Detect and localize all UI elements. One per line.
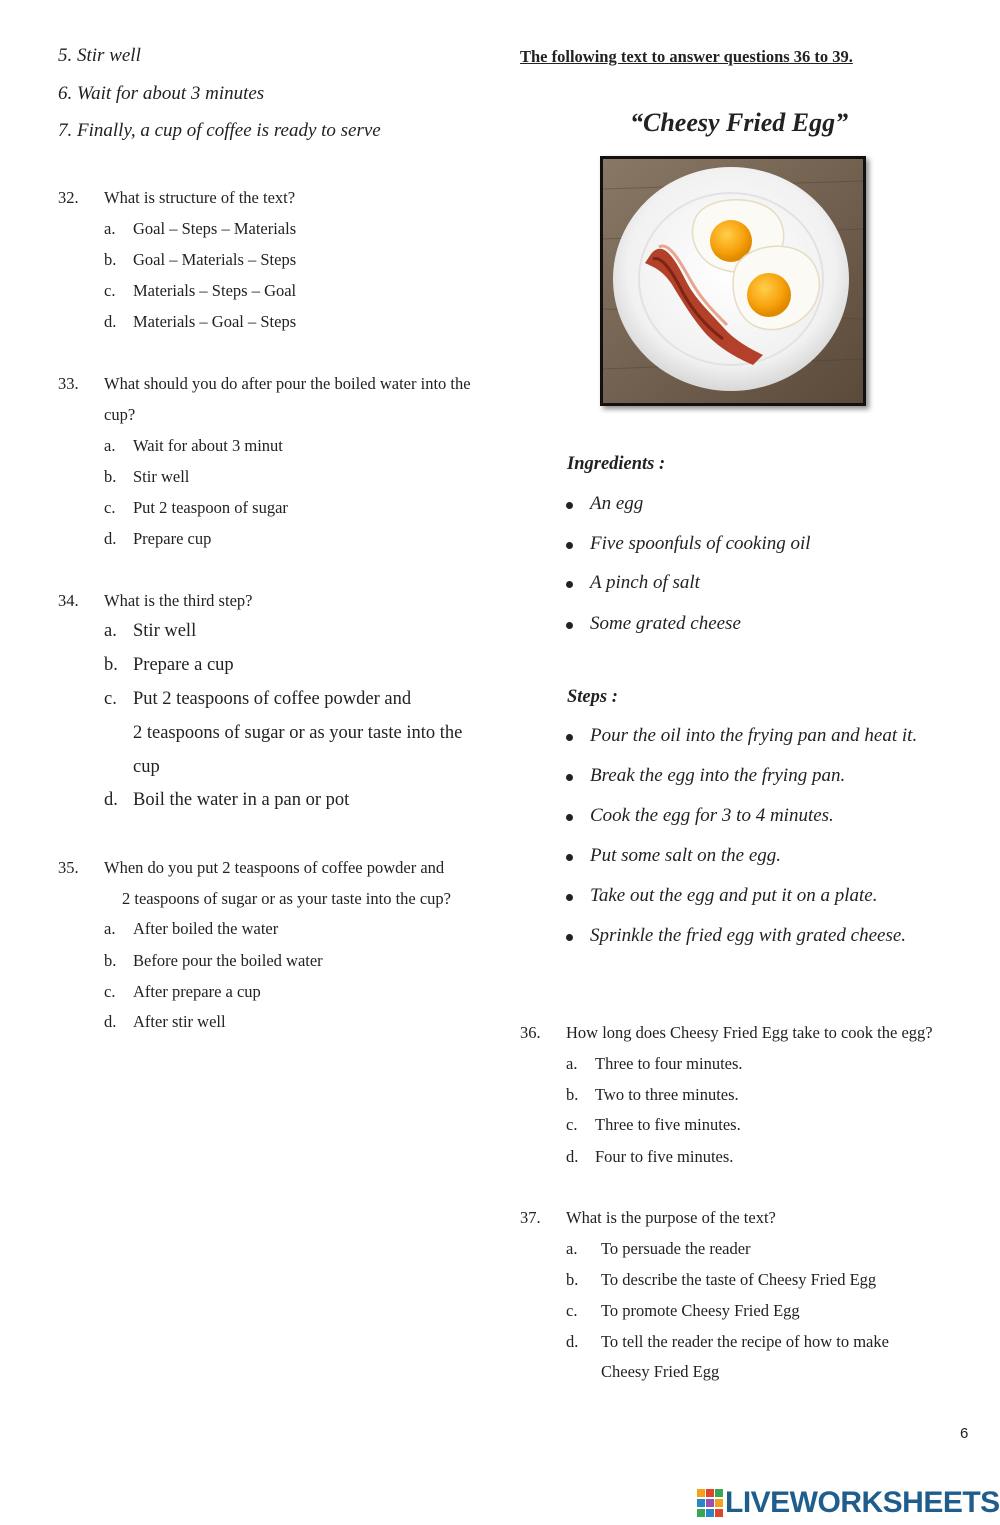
question-number: 35. — [58, 858, 79, 877]
option-b[interactable]: Goal – Materials – Steps — [133, 250, 297, 269]
option-letter: c. — [104, 689, 117, 709]
bullet-icon — [566, 894, 573, 901]
list-item: Break the egg into the frying pan. — [590, 765, 846, 786]
option-letter: a. — [104, 919, 116, 938]
option-letter: d. — [104, 1012, 117, 1031]
option-d[interactable]: Boil the water in a pan or pot — [133, 790, 350, 810]
option-b[interactable]: Prepare a cup — [133, 655, 234, 675]
list-item: Take out the egg and put it on a plate. — [590, 885, 878, 906]
bullet-icon — [566, 502, 573, 509]
option-letter: a. — [104, 436, 116, 455]
option-c[interactable]: Put 2 teaspoons of coffee powder and — [133, 689, 412, 709]
option-d[interactable]: After stir well — [133, 1012, 226, 1031]
step-5-text: 5. Stir well — [58, 45, 141, 66]
list-item: A pinch of salt — [590, 572, 700, 593]
bullet-icon — [566, 734, 573, 741]
option-letter: c. — [104, 281, 116, 300]
recipe-title: “Cheesy Fried Egg” — [630, 108, 849, 137]
step-7-text: 7. Finally, a cup of coffee is ready to serve — [58, 120, 381, 141]
list-item: Sprinkle the fried egg with grated cheese. — [590, 925, 907, 946]
bullet-icon — [566, 774, 573, 781]
option-letter: b. — [104, 655, 118, 675]
recipe-photo — [600, 156, 866, 406]
option-letter: d. — [566, 1147, 579, 1166]
option-a[interactable]: Wait for about 3 minut — [133, 436, 283, 455]
question-text-cont: cup? — [104, 405, 136, 424]
option-d[interactable]: Prepare cup — [133, 529, 212, 548]
option-b[interactable]: Stir well — [133, 467, 190, 486]
option-letter: a. — [104, 219, 116, 238]
option-letter: a. — [566, 1239, 578, 1258]
question-number: 33. — [58, 374, 79, 393]
option-b[interactable]: Two to three minutes. — [595, 1085, 739, 1104]
option-letter: c. — [566, 1115, 578, 1134]
option-letter: b. — [104, 951, 117, 970]
ingredients-heading: Ingredients : — [567, 454, 666, 474]
list-item: Cook the egg for 3 to 4 minutes. — [590, 805, 834, 826]
option-d-cont[interactable]: Cheesy Fried Egg — [601, 1362, 720, 1381]
question-text-cont: 2 teaspoons of sugar or as your taste into the cup? — [122, 889, 452, 908]
list-item: An egg — [590, 493, 644, 514]
option-letter: c. — [566, 1301, 578, 1320]
option-b[interactable]: Before pour the boiled water — [133, 951, 323, 970]
logo-grid-icon — [697, 1489, 723, 1519]
option-letter: a. — [104, 621, 117, 641]
reading-intro: The following text to answer questions 36 to 39. — [520, 47, 853, 66]
option-c-cont[interactable]: 2 teaspoons of sugar or as your taste into the — [133, 723, 463, 743]
option-letter: d. — [104, 790, 118, 810]
question-text: When do you put 2 teaspoons of coffee powder and — [104, 858, 445, 877]
question-text: How long does Cheesy Fried Egg take to cook the egg? — [566, 1023, 933, 1042]
option-letter: c. — [104, 982, 116, 1001]
option-b[interactable]: To describe the taste of Cheesy Fried Egg — [601, 1270, 877, 1289]
option-d[interactable]: Materials – Goal – Steps — [133, 312, 297, 331]
question-text: What is structure of the text? — [104, 188, 296, 207]
option-a[interactable]: Goal – Steps – Materials — [133, 219, 297, 238]
list-item: Some grated cheese — [590, 613, 741, 634]
option-d[interactable]: To tell the reader the recipe of how to make — [601, 1332, 889, 1351]
bullet-icon — [566, 622, 573, 629]
option-letter: d. — [566, 1332, 579, 1351]
option-letter: d. — [104, 312, 117, 331]
list-item: Pour the oil into the frying pan and heat it. — [590, 725, 918, 746]
option-letter: a. — [566, 1054, 578, 1073]
option-a[interactable]: Stir well — [133, 621, 197, 641]
bullet-icon — [566, 814, 573, 821]
question-text: What should you do after pour the boiled water into the — [104, 374, 471, 393]
option-c[interactable]: Materials – Steps – Goal — [133, 281, 297, 300]
steps-heading: Steps : — [567, 687, 618, 707]
option-letter: d. — [104, 529, 117, 548]
option-d[interactable]: Four to five minutes. — [595, 1147, 734, 1166]
question-number: 36. — [520, 1023, 541, 1042]
step-6-text: 6. Wait for about 3 minutes — [58, 83, 265, 104]
option-letter: b. — [104, 467, 117, 486]
option-letter: b. — [566, 1085, 579, 1104]
bullet-icon — [566, 581, 573, 588]
option-a[interactable]: To persuade the reader — [601, 1239, 751, 1258]
option-c-cont[interactable]: cup — [133, 757, 160, 777]
page-number: 6 — [960, 1425, 969, 1442]
fried-egg-image — [603, 159, 863, 403]
option-a[interactable]: Three to four minutes. — [595, 1054, 743, 1073]
option-letter: c. — [104, 498, 116, 517]
list-item: Five spoonfuls of cooking oil — [590, 533, 811, 554]
option-letter: b. — [566, 1270, 579, 1289]
question-number: 34. — [58, 591, 79, 610]
bullet-icon — [566, 542, 573, 549]
question-number: 37. — [520, 1208, 541, 1227]
option-c[interactable]: To promote Cheesy Fried Egg — [601, 1301, 800, 1320]
option-letter: b. — [104, 250, 117, 269]
question-number: 32. — [58, 188, 79, 207]
option-a[interactable]: After boiled the water — [133, 919, 279, 938]
option-c[interactable]: Put 2 teaspoon of sugar — [133, 498, 288, 517]
question-text: What is the third step? — [104, 591, 253, 610]
list-item: Put some salt on the egg. — [590, 845, 782, 866]
bullet-icon — [566, 854, 573, 861]
option-c[interactable]: After prepare a cup — [133, 982, 261, 1001]
question-text: What is the purpose of the text? — [566, 1208, 776, 1227]
option-c[interactable]: Three to five minutes. — [595, 1115, 741, 1134]
brand-name: LIVEWORKSHEETS — [725, 1486, 1000, 1519]
bullet-icon — [566, 934, 573, 941]
